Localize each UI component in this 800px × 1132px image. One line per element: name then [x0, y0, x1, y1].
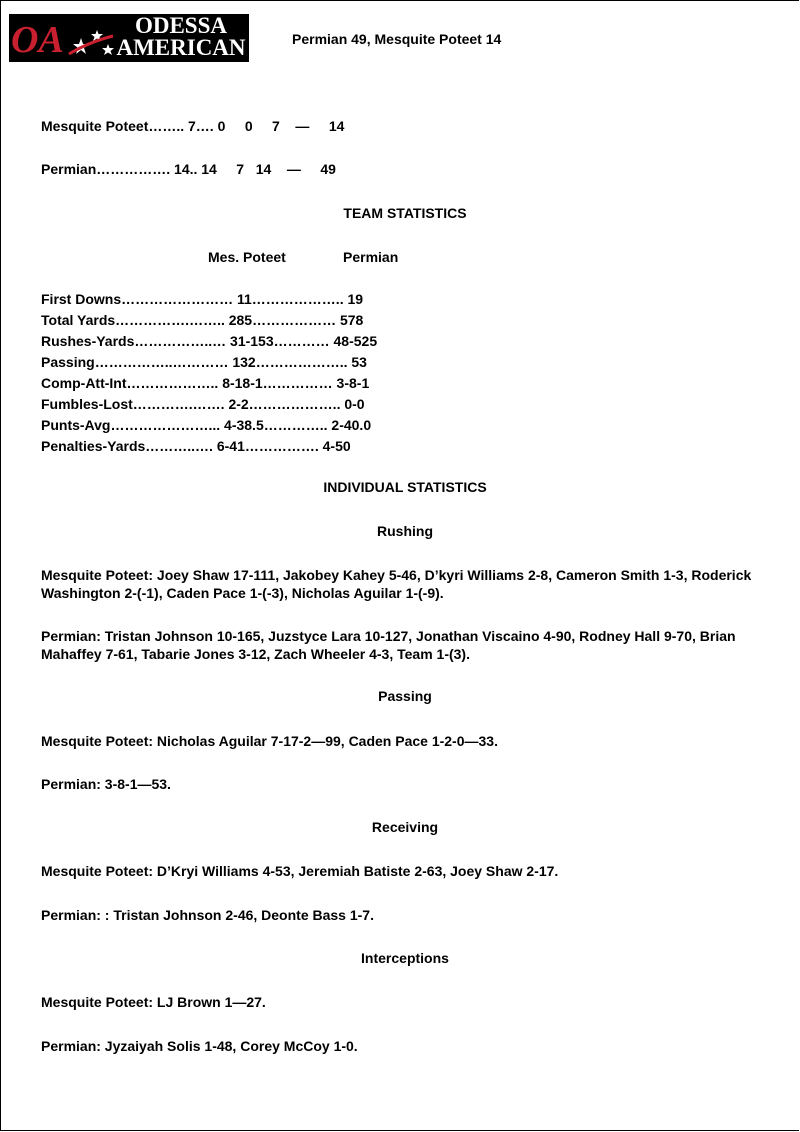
stat-row-total-yards: Total Yards…………….…….. 285……………… 578 [41, 312, 364, 328]
interceptions-permian: Permian: Jyzaiyah Solis 1-48, Corey McCoy 1-0. [41, 1038, 358, 1054]
stat-row-passing: Passing……………..………… 132……………….. 53 [41, 354, 367, 370]
column-header-permian: Permian [343, 249, 399, 265]
stat-row-first-downs: First Downs…………………… 11……………….. 19 [41, 291, 364, 307]
logo-wordmark [113, 15, 249, 59]
receiving-heading: Receiving [371, 819, 439, 835]
rushing-poteet: Mesquite Poteet: Joey Shaw 17-111, Jakobey Kahey 5-46, D’kyri Williams 2-8, Cameron Smith 1-3, Roderick Washington 2-(-1), Caden Pace 1-(-3), Nicholas Aguilar 1-(-9). [41, 567, 752, 601]
stat-row-fumbles-lost: Fumbles-Lost………….……. 2-2……………….. 0-0 [41, 396, 365, 412]
column-header-poteet: Mes. Poteet [208, 249, 286, 265]
game-headline: Permian 49, Mesquite Poteet 14 [292, 31, 502, 47]
logo-line-odessa: ODESSA [134, 14, 228, 38]
individual-statistics-heading: INDIVIDUAL STATISTICS [323, 479, 487, 495]
logo-line-american: AMERICAN [116, 35, 246, 60]
stat-row-rushes-yards: Rushes-Yards……………..… 31-153………… 48-525 [41, 333, 378, 349]
rushing-permian: Permian: Tristan Johnson 10-165, Juzstyce Lara 10-127, Jonathan Viscaino 4-90, Rodney Hall 9-70, Brian Mahaffey 7-61, Tabarie Jones 3-12, Zach Wheeler 4-3, Team 1-(3). [41, 628, 736, 662]
score-line-permian: Permian……………. 14.. 14 7 14 — 49 [41, 161, 336, 177]
odessa-american-logo [9, 14, 249, 62]
passing-permian: Permian: 3-8-1—53. [41, 776, 171, 792]
receiving-poteet: Mesquite Poteet: D’Kryi Williams 4-53, Jeremiah Batiste 2-63, Joey Shaw 2-17. [41, 863, 559, 879]
stat-row-penalties-yards: Penalties-Yards………..…. 6-41……………. 4-50 [41, 438, 351, 454]
oa-star-mark-icon [9, 14, 119, 62]
score-line-poteet: Mesquite Poteet…….. 7…. 0 0 7 — 14 [41, 118, 345, 134]
passing-heading: Passing [378, 688, 432, 704]
stat-row-comp-att-int: Comp-Att-Int……………….. 8-18-1…………… 3-8-1 [41, 375, 370, 391]
rushing-heading: Rushing [377, 523, 433, 539]
passing-poteet: Mesquite Poteet: Nicholas Aguilar 7-17-2—99, Caden Pace 1-2-0—33. [41, 733, 498, 749]
interceptions-poteet: Mesquite Poteet: LJ Brown 1—27. [41, 994, 266, 1010]
logo-mark-text: OA [11, 19, 64, 61]
receiving-permian: Permian: : Tristan Johnson 2-46, Deonte Bass 1-7. [41, 907, 374, 923]
interceptions-heading: Interceptions [361, 950, 449, 966]
team-statistics-heading: TEAM STATISTICS [343, 205, 467, 221]
stat-row-punts-avg: Punts-Avg…………………... 4-38.5………….. 2-40.0 [41, 417, 372, 433]
